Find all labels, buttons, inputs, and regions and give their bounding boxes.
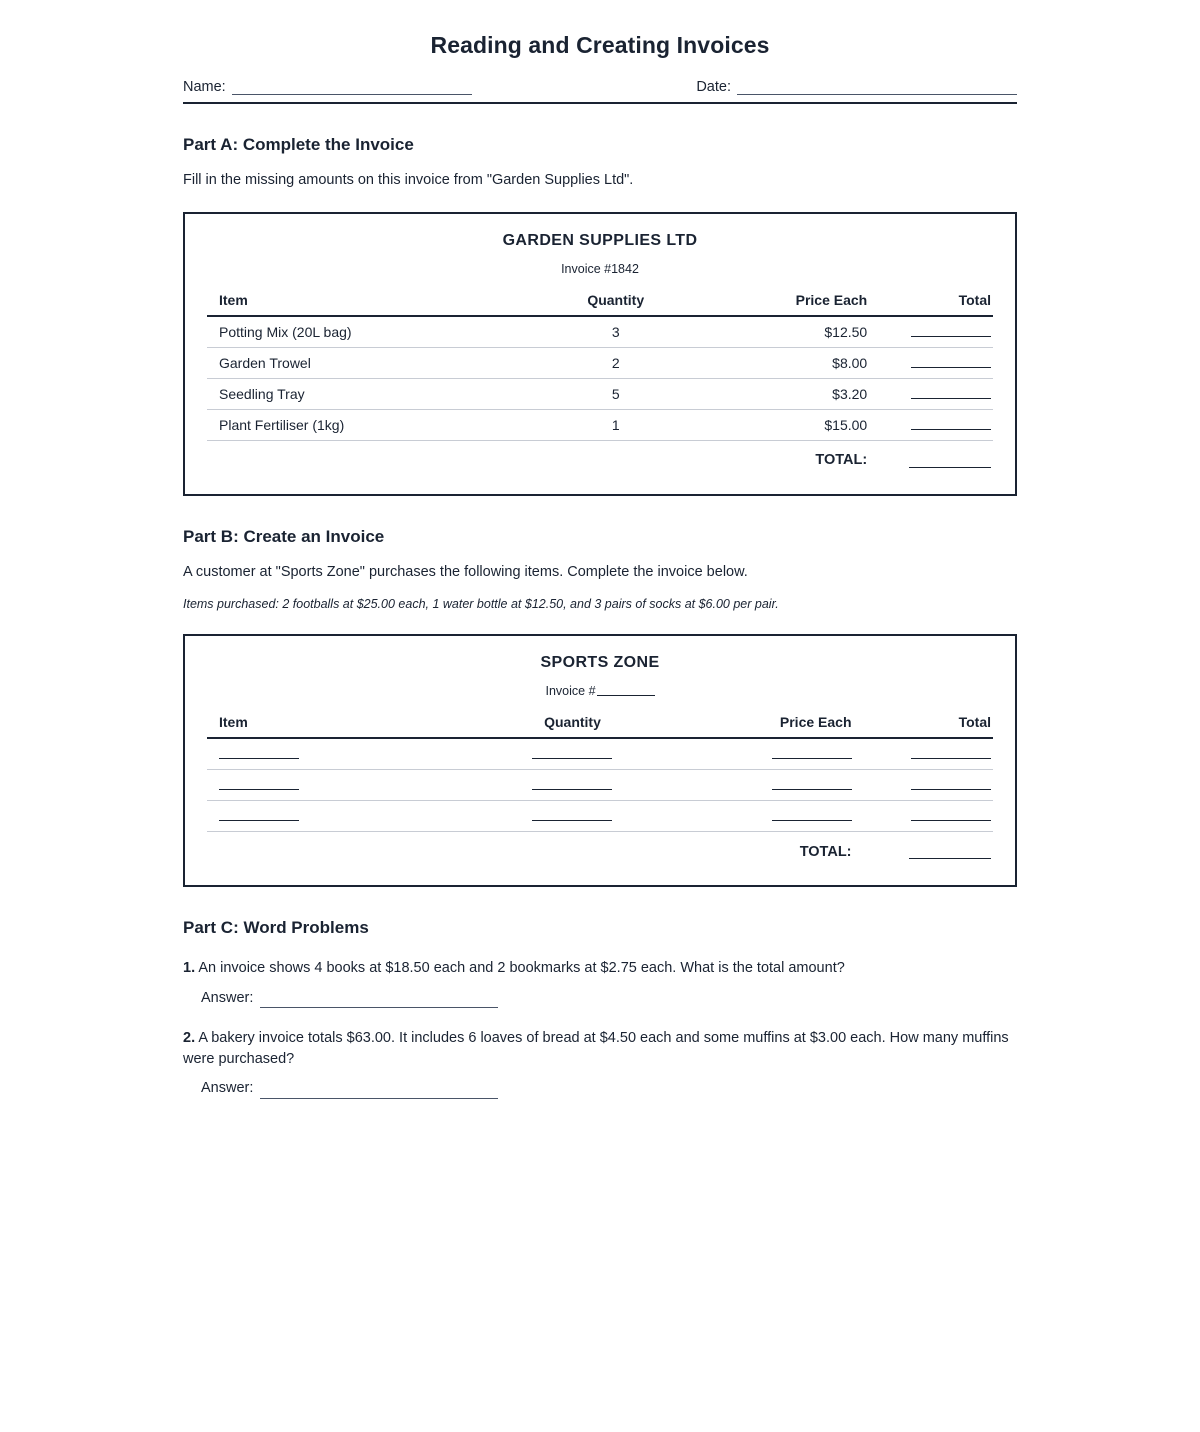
- table-row: [207, 378, 993, 409]
- answer-blank[interactable]: [911, 387, 991, 399]
- name-input-rule[interactable]: [232, 82, 472, 95]
- answer-blank[interactable]: [911, 747, 991, 759]
- answer-blank[interactable]: [909, 450, 991, 468]
- date-field-group: [696, 79, 1017, 95]
- part-a-row2-price: $3.20: [694, 378, 867, 409]
- part-a-row0-item: Potting Mix (20L bag): [207, 316, 537, 348]
- part-a-row1-total-blank[interactable]: [867, 347, 993, 378]
- page-title: Reading and Creating Invoices: [430, 32, 770, 58]
- part-a-header-price: Price Each: [694, 292, 867, 316]
- part-b-total-label: TOTAL:: [799, 843, 852, 860]
- part-a-row0-price: $12.50: [694, 316, 867, 348]
- table-row: [207, 347, 993, 378]
- answer-blank[interactable]: [219, 747, 299, 759]
- part-a-row3-qty: 1: [537, 409, 694, 440]
- part-b-heading: Part B: Create an Invoice: [183, 526, 385, 546]
- table-row: [207, 409, 993, 440]
- part-b-row0-total-blank[interactable]: [852, 738, 994, 770]
- part-a-heading: Part A: Complete the Invoice: [183, 135, 414, 154]
- answer-blank[interactable]: [909, 841, 991, 859]
- answer-blank[interactable]: [532, 778, 612, 790]
- part-a-row3-item: Plant Fertiliser (1kg): [207, 409, 537, 440]
- part-a-total-empty-2: [537, 440, 694, 478]
- part-a-row1-qty: 2: [537, 347, 694, 378]
- word-problem-2: [183, 1028, 1017, 1099]
- part-a-row3-price: $15.00: [694, 409, 867, 440]
- date-label: Date:: [696, 79, 731, 95]
- answer-blank[interactable]: [911, 325, 991, 337]
- part-b-header-item: Item: [207, 714, 466, 738]
- part-b-table-head: [207, 714, 993, 738]
- part-b-grand-total-blank[interactable]: [852, 832, 994, 870]
- part-b-invoice-number-label: Invoice #: [545, 684, 596, 698]
- name-field-group: [183, 79, 472, 95]
- part-b-row2-item-blank[interactable]: [207, 801, 466, 832]
- part-b-total-empty-1: [207, 832, 466, 870]
- part-b-header-row: [207, 714, 993, 738]
- part-b-row0-qty-blank[interactable]: [466, 738, 678, 770]
- part-b-intro: A customer at "Sports Zone" purchases the following items. Complete the invoice below.: [183, 563, 748, 580]
- problem-2-answer-rule[interactable]: [260, 1086, 498, 1099]
- problem-2-text: A bakery invoice totals $63.00. It includes 6 loaves of bread at $4.50 each and some muffins at $3.00 each. How many muffins were purchased?: [183, 1030, 1009, 1067]
- answer-blank[interactable]: [911, 778, 991, 790]
- part-c-heading: Part C: Word Problems: [183, 918, 369, 937]
- part-a-table-head: [207, 292, 993, 316]
- answer-blank[interactable]: [219, 778, 299, 790]
- part-b-row1-total-blank[interactable]: [852, 770, 994, 801]
- part-b-table-body: [207, 738, 993, 869]
- part-a-table-body: [207, 316, 993, 478]
- answer-blank[interactable]: [911, 809, 991, 821]
- part-b-row0-item-blank[interactable]: [207, 738, 466, 770]
- part-a-total-row: [207, 440, 993, 478]
- name-date-row: [183, 79, 1017, 104]
- answer-blank[interactable]: [911, 356, 991, 368]
- part-b-invoice-number-blank[interactable]: [597, 685, 655, 696]
- part-a-row2-qty: 5: [537, 378, 694, 409]
- part-b-note: Items purchased: 2 footballs at $25.00 each, 1 water bottle at $12.50, and 3 pairs of socks at $6.00 per pair.: [183, 597, 779, 612]
- part-b-row2-price-blank[interactable]: [679, 801, 852, 832]
- part-b-row2-qty-blank[interactable]: [466, 801, 678, 832]
- part-b-header-total: Total: [852, 714, 994, 738]
- worksheet-page: [0, 32, 1200, 1099]
- part-b-row2-total-blank[interactable]: [852, 801, 994, 832]
- part-b-row1-price-blank[interactable]: [679, 770, 852, 801]
- part-a-row0-qty: 3: [537, 316, 694, 348]
- problem-2-answer-line: [201, 1078, 1017, 1099]
- answer-blank[interactable]: [911, 418, 991, 430]
- part-b-company-name: SPORTS ZONE: [540, 654, 660, 671]
- part-a-row3-total-blank[interactable]: [867, 409, 993, 440]
- problem-1-number: 1.: [183, 960, 196, 976]
- part-a-row2-total-blank[interactable]: [867, 378, 993, 409]
- problem-2-number: 2.: [183, 1030, 196, 1047]
- part-a-header-qty: Quantity: [537, 292, 694, 316]
- answer-blank[interactable]: [772, 809, 852, 821]
- date-input-rule[interactable]: [737, 82, 1017, 95]
- part-a-invoice-number: Invoice #1842: [561, 261, 639, 276]
- part-b-invoice-number-row: [207, 684, 993, 698]
- part-a-total-empty-1: [207, 440, 537, 478]
- problem-2-answer-label: Answer:: [201, 1080, 254, 1097]
- part-b-total-empty-2: [466, 832, 678, 870]
- problem-1-answer-line: [201, 988, 1017, 1009]
- problem-1-answer-label: Answer:: [201, 989, 254, 1006]
- answer-blank[interactable]: [772, 778, 852, 790]
- part-a-row2-item: Seedling Tray: [207, 378, 537, 409]
- part-a-invoice-table: [207, 292, 993, 478]
- part-a-header-row: [207, 292, 993, 316]
- part-b-total-row: [207, 832, 993, 870]
- part-a-row1-item: Garden Trowel: [207, 347, 537, 378]
- part-b-invoice-box: [183, 634, 1017, 887]
- part-b-row1-item-blank[interactable]: [207, 770, 466, 801]
- word-problem-1: [183, 958, 1017, 1008]
- table-row: [207, 770, 993, 801]
- part-b-header-price: Price Each: [679, 714, 852, 738]
- part-a-header-item: Item: [207, 292, 537, 316]
- part-a-company-name: GARDEN SUPPLIES LTD: [502, 231, 698, 249]
- part-a-row1-price: $8.00: [694, 347, 867, 378]
- part-a-invoice-box: [183, 212, 1017, 496]
- part-a-row0-total-blank[interactable]: [867, 316, 993, 348]
- part-a-total-label: TOTAL:: [815, 452, 868, 469]
- table-row: [207, 801, 993, 832]
- part-a-intro: Fill in the missing amounts on this invoice from "Garden Supplies Ltd".: [183, 172, 634, 188]
- problem-1-text: An invoice shows 4 books at $18.50 each and 2 bookmarks at $2.75 each. What is the total amount?: [198, 960, 845, 976]
- answer-blank[interactable]: [532, 747, 612, 759]
- part-b-row1-qty-blank[interactable]: [466, 770, 678, 801]
- table-row: [207, 316, 993, 348]
- answer-blank[interactable]: [219, 809, 299, 821]
- part-b-row0-price-blank[interactable]: [679, 738, 852, 770]
- name-label: Name:: [183, 79, 226, 95]
- part-b-header-qty: Quantity: [466, 714, 678, 738]
- part-a-grand-total-blank[interactable]: [867, 440, 993, 478]
- part-a-header-total: Total: [867, 292, 993, 316]
- answer-blank[interactable]: [772, 747, 852, 759]
- answer-blank[interactable]: [532, 809, 612, 821]
- table-row: [207, 738, 993, 770]
- part-b-invoice-table: [207, 714, 993, 869]
- problem-1-answer-rule[interactable]: [260, 995, 498, 1008]
